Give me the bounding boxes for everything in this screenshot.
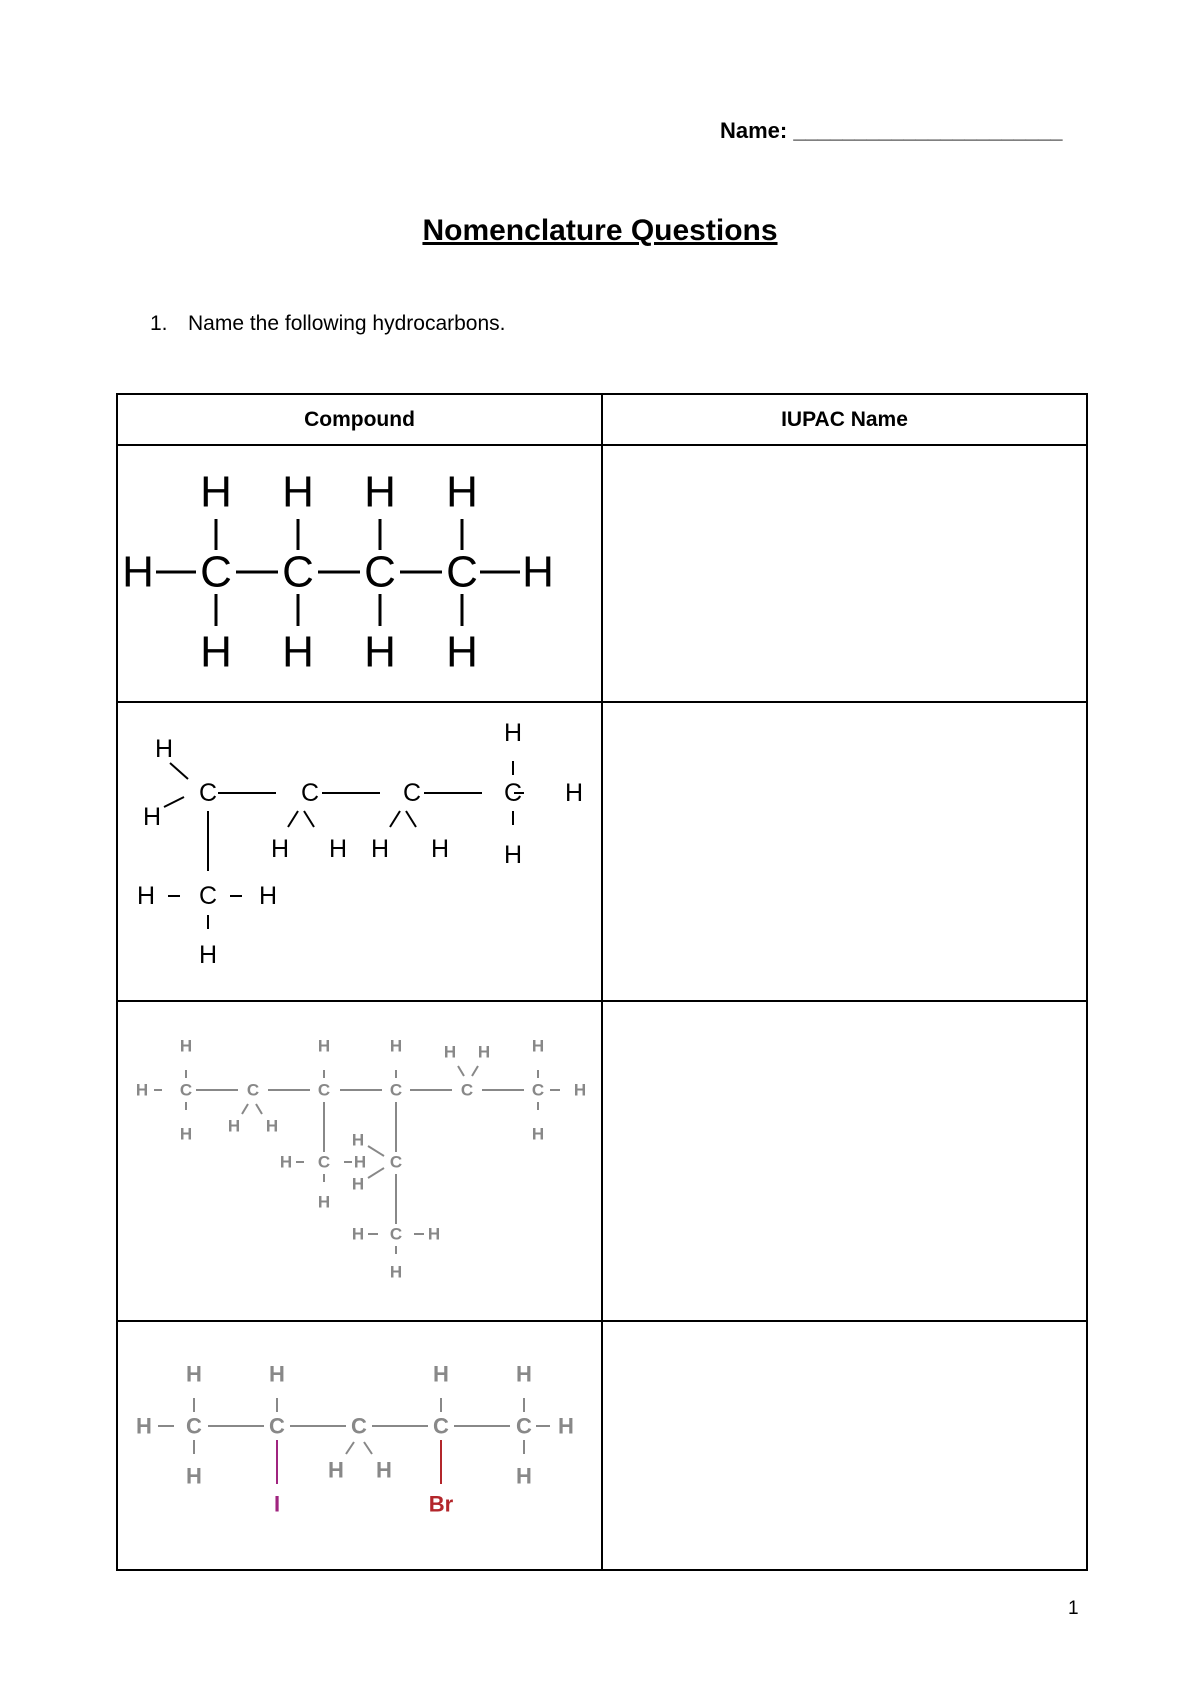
svg-text:H: H [135, 1080, 149, 1100]
svg-text:C: C [516, 1413, 532, 1439]
svg-text:H: H [503, 841, 523, 869]
svg-text:H: H [282, 627, 314, 677]
svg-text:H: H [531, 1124, 545, 1144]
svg-text:H: H [443, 1042, 457, 1062]
svg-text:C: C [198, 882, 218, 910]
svg-text:C: C [364, 547, 396, 597]
svg-text:C: C [300, 779, 320, 807]
svg-text:H: H [179, 1124, 193, 1144]
header-compound: Compound [117, 394, 602, 445]
compound-cell [117, 702, 602, 1001]
question-number: 1. [150, 312, 168, 335]
svg-text:H: H [430, 835, 450, 863]
structure-4 [118, 1322, 601, 1564]
iupac-answer-cell[interactable] [602, 445, 1087, 702]
svg-text:H: H [558, 1413, 574, 1439]
table-header-row [117, 394, 1087, 445]
svg-text:H: H [351, 1174, 365, 1194]
svg-text:H: H [364, 627, 396, 677]
svg-text:H: H [427, 1224, 441, 1244]
svg-text:H: H [270, 835, 290, 863]
svg-text:H: H [564, 779, 584, 807]
name-field[interactable]: Name: ______________________ [720, 118, 1063, 143]
svg-text:H: H [317, 1192, 331, 1212]
svg-text:C: C [351, 1413, 367, 1439]
svg-text:H: H [328, 1457, 344, 1483]
svg-text:H: H [516, 1361, 532, 1387]
svg-text:C: C [269, 1413, 285, 1439]
svg-text:H: H [522, 547, 554, 597]
svg-text:C: C [186, 1413, 202, 1439]
svg-text:C: C [179, 1080, 193, 1100]
svg-text:H: H [353, 1152, 367, 1172]
question-1 [150, 312, 506, 336]
svg-text:H: H [200, 627, 232, 677]
svg-text:C: C [198, 779, 218, 807]
iupac-answer-cell[interactable] [602, 1001, 1087, 1321]
svg-text:C: C [317, 1152, 331, 1172]
svg-text:H: H [198, 941, 218, 969]
svg-text:H: H [446, 627, 478, 677]
iupac-answer-cell[interactable] [602, 1321, 1087, 1570]
table-row [117, 702, 1087, 1001]
svg-text:C: C [389, 1224, 403, 1244]
page-title: Nomenclature Questions [422, 214, 778, 247]
svg-text:H: H [516, 1463, 532, 1489]
svg-text:H: H [351, 1224, 365, 1244]
iodine-label: I [273, 1491, 281, 1517]
iupac-answer-cell[interactable] [602, 702, 1087, 1001]
svg-text:H: H [136, 882, 156, 910]
svg-text:C: C [282, 547, 314, 597]
svg-text:H: H [265, 1116, 279, 1136]
svg-text:H: H [477, 1042, 491, 1062]
svg-text:C: C [317, 1080, 331, 1100]
nomenclature-table [116, 393, 1088, 1571]
svg-text:H: H [136, 1413, 152, 1439]
svg-text:H: H [376, 1457, 392, 1483]
svg-text:C: C [200, 547, 232, 597]
svg-text:H: H [351, 1130, 365, 1150]
structure-3 [118, 1002, 601, 1315]
structure-2 [118, 703, 601, 995]
svg-text:C: C [503, 779, 523, 807]
svg-text:H: H [154, 735, 174, 763]
header-iupac-name: IUPAC Name [602, 394, 1087, 445]
svg-text:H: H [186, 1361, 202, 1387]
svg-text:H: H [433, 1361, 449, 1387]
question-text: Name the following hydrocarbons. [188, 312, 506, 335]
svg-text:C: C [402, 779, 422, 807]
svg-text:H: H [179, 1036, 193, 1056]
svg-text:H: H [503, 719, 523, 747]
svg-text:H: H [364, 467, 396, 517]
svg-text:H: H [258, 882, 278, 910]
bromine-label: Br [428, 1491, 454, 1517]
svg-text:H: H [573, 1080, 587, 1100]
svg-text:H: H [122, 547, 154, 597]
svg-text:H: H [142, 803, 162, 831]
svg-text:C: C [460, 1080, 474, 1100]
svg-text:C: C [531, 1080, 545, 1100]
svg-text:C: C [389, 1080, 403, 1100]
compound-cell [117, 1001, 602, 1321]
svg-text:H: H [389, 1036, 403, 1056]
svg-text:C: C [446, 547, 478, 597]
compound-cell [117, 445, 602, 702]
svg-text:H: H [531, 1036, 545, 1056]
svg-text:H: H [269, 1361, 285, 1387]
table-row [117, 1321, 1087, 1570]
table-row [117, 445, 1087, 702]
page-number: 1 [1068, 1598, 1079, 1619]
table-row [117, 1001, 1087, 1321]
svg-text:H: H [317, 1036, 331, 1056]
svg-text:H: H [282, 467, 314, 517]
svg-text:H: H [446, 467, 478, 517]
svg-text:C: C [433, 1413, 449, 1439]
svg-text:H: H [370, 835, 390, 863]
compound-cell [117, 1321, 602, 1570]
svg-text:C: C [246, 1080, 260, 1100]
svg-text:H: H [328, 835, 348, 863]
structure-butane [118, 446, 601, 696]
svg-text:H: H [279, 1152, 293, 1172]
svg-text:H: H [200, 467, 232, 517]
svg-text:H: H [227, 1116, 241, 1136]
svg-text:C: C [389, 1152, 403, 1172]
svg-text:H: H [186, 1463, 202, 1489]
svg-text:H: H [389, 1262, 403, 1282]
